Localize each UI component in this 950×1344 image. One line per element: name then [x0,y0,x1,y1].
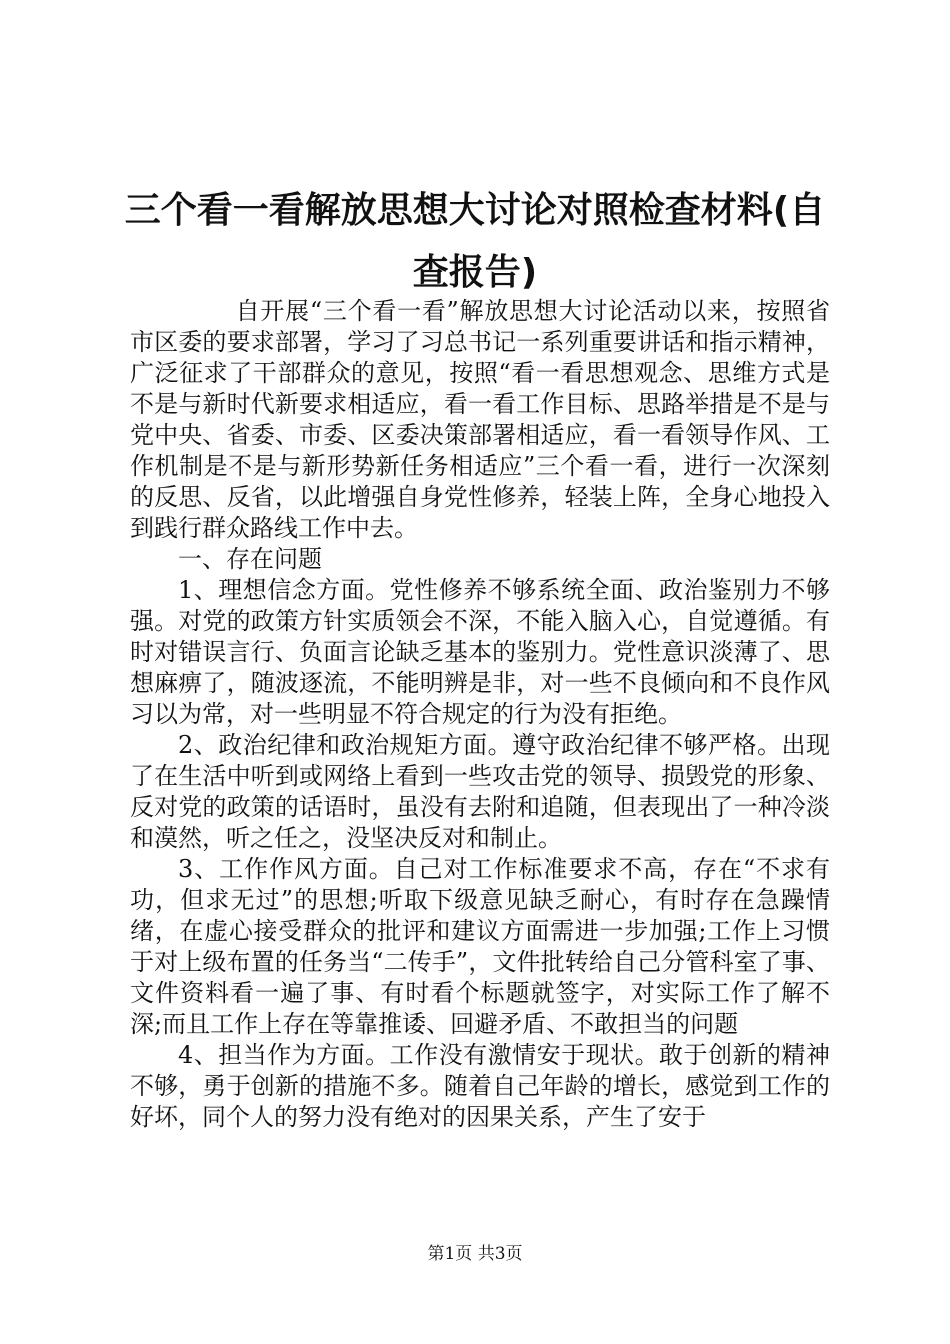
paragraph-responsibility: 4、担当作为方面。工作没有激情安于现状。敢于创新的精神不够，勇于创新的措施不多。随着自己年龄的增长，感觉到工作的好坏，同个人的努力没有绝对的因果关系，产生了安于 [130,1041,830,1131]
paragraph-work-style: 3、工作作风方面。自己对工作标准要求不高，存在“不求有功，但求无过”的思想;听取下级意见缺乏耐心，有时存在急躁情绪，在虚心接受群众的批评和建议方面需进一步加强;工作上习惯于对上级布置的任务当“二传手”，文件批转给自己分管科室了事、文件资料看一遍了事、有时看个标题就签字，对实际工作了解不深;而且工作上存在等靠推诿、回避矛盾、不敢担当的问题 [130,855,830,1038]
section-heading-problems: 一、存在问题 [178,545,322,573]
document-title: 三个看一看解放思想大讨论对照检查材料(自查报告) [124,190,826,293]
intro-paragraph: 自开展“三个看一看”解放思想大讨论活动以来，按照省市区委的要求部署，学习了习总书记一系列重要讲话和指示精神，广泛征求了干部群众的意见，按照“看一看思想观念、思维方式是不是与新时代新要求相适应，看一看工作目标、思路举措是不是与党中央、省委、市委、区委决策部署相适应，看一看领导作风、工作机制是不是与新形势新任务相适应”三个看一看，进行一次深刻的反思、反省，以此增强自身党性修养，轻装上阵，全身心地投入到践行群众路线工作中去。 [130,297,830,542]
paragraph-ideals: 1、理想信念方面。党性修养不够系统全面、政治鉴别力不够强。对党的政策方针实质领会不深，不能入脑入心，自觉遵循。有时对错误言行、负面言论缺乏基本的鉴别力。党性意识淡薄了、思想麻痹了，随波逐流，不能明辨是非，对一些不良倾向和不良作风习以为常，对一些明显不符合规定的行为没有拒绝。 [130,576,830,728]
paragraph-discipline: 2、政治纪律和政治规矩方面。遵守政治纪律不够严格。出现了在生活中听到或网络上看到一些攻击党的领导、损毁党的形象、反对党的政策的话语时，虽没有去附和追随，但表现出了一种冷淡和漠然，听之任之，没坚决反对和制止。 [130,731,830,852]
document-body [130,296,830,1133]
page-footer: 第1页 共3页 [427,1244,523,1264]
